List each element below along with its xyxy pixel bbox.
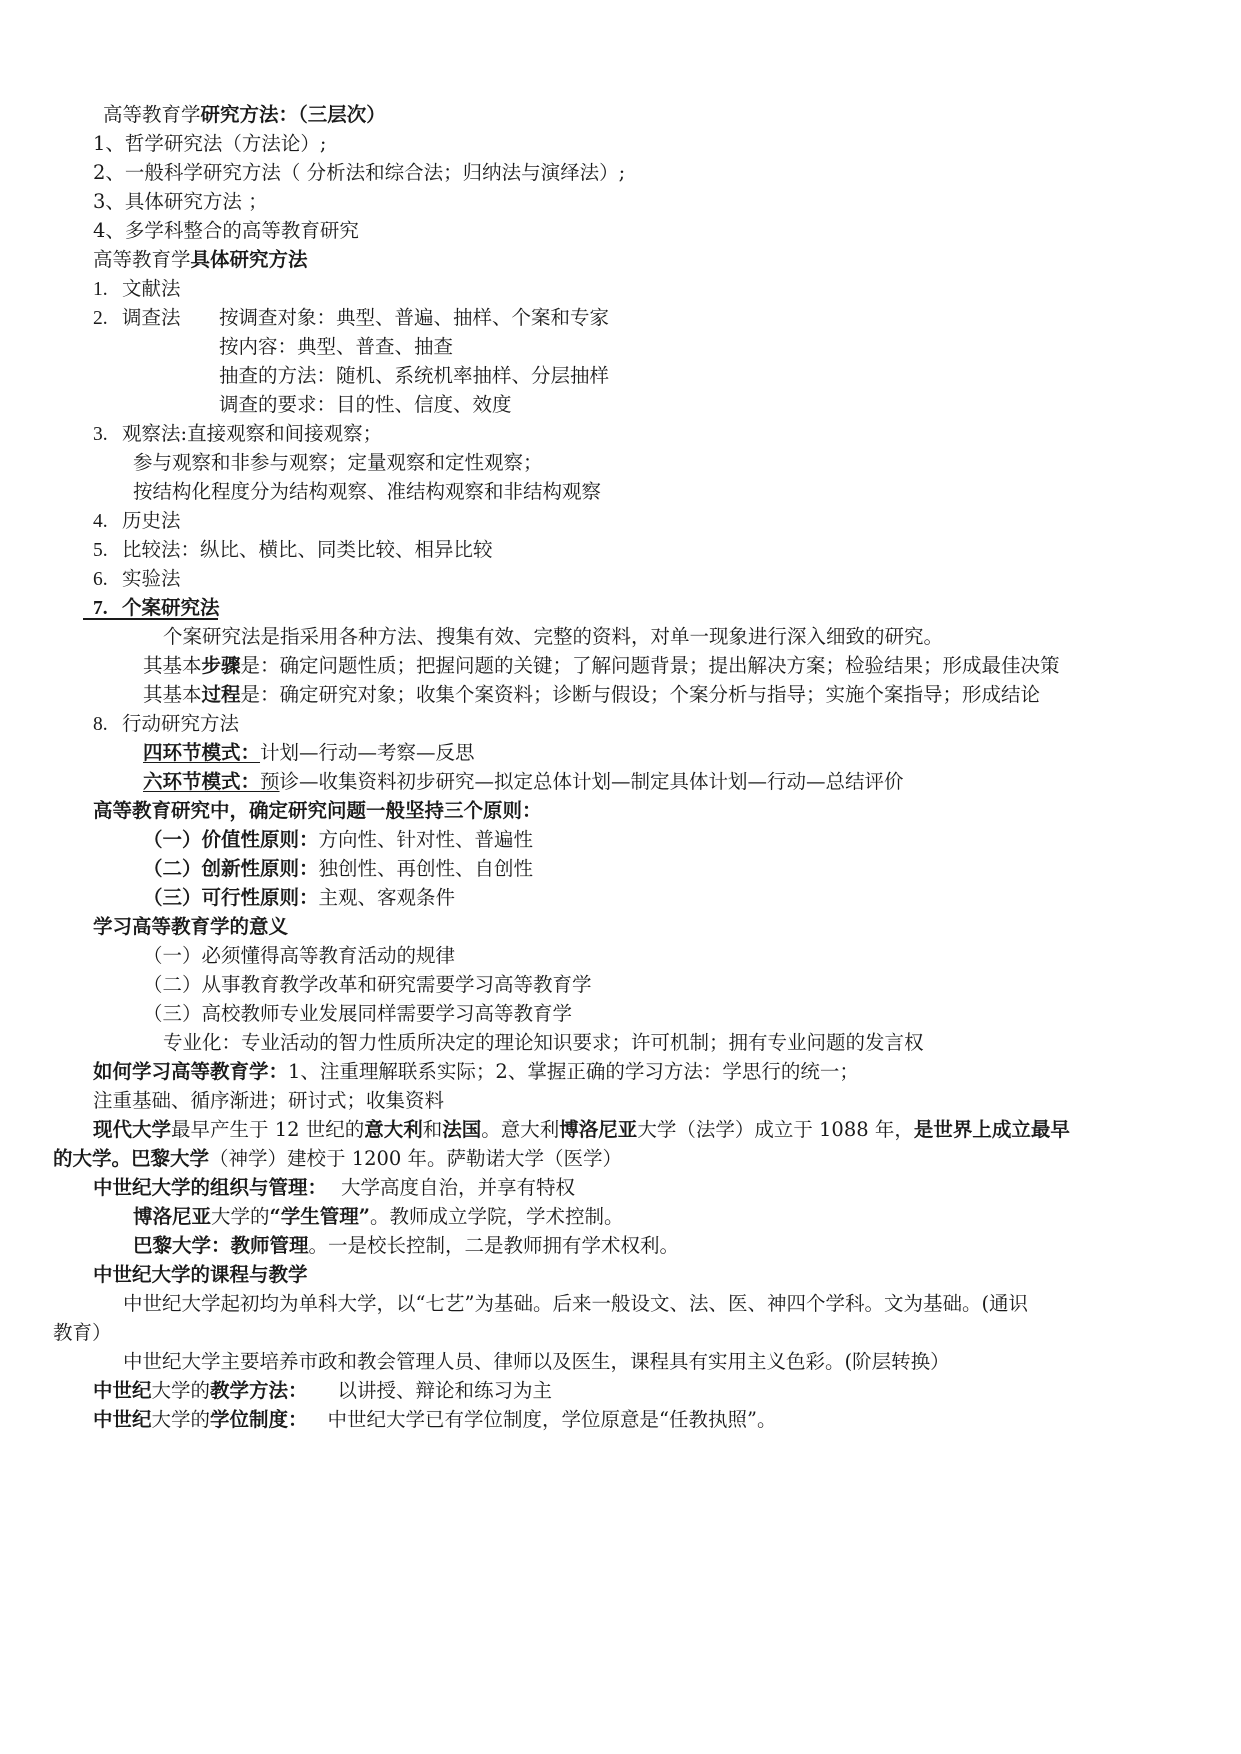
significance-item-3: （三）高校教师专业发展同样需要学习高等教育学 [143, 1002, 573, 1025]
survey-detail-content: 按内容：典型、普查、抽查 [219, 335, 454, 358]
bologna-management [133, 1205, 623, 1229]
medieval-degree-system [93, 1408, 777, 1432]
heading-prefix: 高等教育学 [93, 248, 191, 271]
heading-emphasis: 具体研究方法 [190, 248, 308, 271]
text-run: 以讲授、辩论和练习为主 [337, 1379, 553, 1402]
significance-item-2: （二）从事教育教学改革和研究需要学习高等教育学 [143, 973, 592, 996]
significance-item-1: （一）必须懂得高等教育活动的规律 [143, 944, 456, 967]
principle-feasibility [143, 886, 455, 910]
heading-three-principles: 高等教育研究中，确定研究问题一般坚持三个原则： [93, 799, 542, 822]
model-label: 六环节模式： [143, 770, 261, 793]
text-emphasis: 意大利 [364, 1118, 423, 1141]
heading-emphasis: 研究方法：（三层次） [200, 103, 386, 126]
text-emphasis: 博洛尼亚 [133, 1205, 212, 1228]
text-run: 大学的 [211, 1205, 270, 1228]
method-item-4: 4、多学科整合的高等教育研究 [93, 219, 359, 242]
text-run: 是：确定问题性质；把握问题的关键；了解问题背景；提出解决方案；检验结果；形成最佳决策 [240, 654, 1060, 677]
item-number: 7. [93, 598, 108, 619]
list-item-comparison [93, 538, 493, 563]
item-text: 实验法 [122, 567, 181, 590]
text-emphasis: 中世纪 [93, 1379, 152, 1402]
list-item-survey [93, 306, 610, 331]
principle-innovation [143, 857, 533, 881]
principle-label: （二）创新性原则： [143, 857, 319, 880]
item-text: 调查法 [122, 306, 181, 329]
text-emphasis: 中世纪 [93, 1408, 152, 1431]
item-number: 1. [93, 279, 108, 300]
text-emphasis: 是世界上成立最早 [913, 1118, 1070, 1141]
text-run: 大学的 [151, 1408, 211, 1431]
heading-medieval-curriculum: 中世纪大学的课程与教学 [93, 1263, 308, 1286]
item-text: 个案研究法 [122, 596, 220, 619]
how-to-study [93, 1060, 859, 1084]
observation-detail-2: 按结构化程度分为结构观察、准结构观察和非结构观察 [133, 480, 602, 503]
text-emphasis: 过程 [201, 683, 241, 706]
survey-detail-sampling: 抽查的方法：随机、系统机率抽样、分层抽样 [219, 364, 610, 387]
heading-prefix: 高等教育学 [103, 103, 201, 126]
item-number: 2. [93, 308, 108, 329]
item-text: 历史法 [122, 509, 181, 532]
medieval-teaching-methods [93, 1379, 552, 1403]
text-run: 其基本 [143, 654, 202, 677]
survey-detail-requirements: 调查的要求：目的性、信度、效度 [219, 393, 512, 416]
text-run: 是：确定研究对象；收集个案资料；诊断与假设；个案分析与指导；实施个案指导；形成结论 [240, 683, 1041, 706]
model-steps: 诊—收集资料初步研究—拟定总体计划—制定具体计划—行动—总结评价 [279, 770, 904, 793]
text-run: 大学（法学）成立于 1088 年， [637, 1118, 914, 1141]
text-emphasis: 巴黎大学：教师管理 [133, 1234, 309, 1257]
how-to-study-cont: 注重基础、循序渐进；研讨式；收集资料 [93, 1089, 445, 1112]
text-run: 大学的 [151, 1379, 211, 1402]
method-item-2: 2、一般科学研究方法（ 分析法和综合法；归纳法与演绎法）; [93, 161, 626, 184]
item-number: 4. [93, 511, 108, 532]
item-number: 6. [93, 569, 108, 590]
curriculum-para-1-cont: 教育） [53, 1321, 112, 1344]
principle-detail: 独创性、再创性、自创性 [318, 857, 534, 880]
text-emphasis: 博洛尼亚 [559, 1118, 638, 1141]
text-emphasis: 现代大学 [93, 1118, 172, 1141]
text-emphasis: 学位制度： [210, 1408, 308, 1431]
model-steps: 计划—行动—考察—反思 [260, 741, 475, 764]
text-run: 中世纪大学已有学位制度，学位原意是“任教执照”。 [327, 1408, 777, 1431]
modern-university-para-cont [53, 1147, 622, 1171]
case-study-definition: 个案研究法是指采用各种方法、搜集有效、完整的资料，对单一现象进行深入细致的研究。 [163, 625, 944, 648]
model-label: 四环节模式： [143, 741, 261, 764]
case-study-steps [143, 654, 1060, 678]
text-emphasis: 教学方法： [210, 1379, 308, 1402]
item-number: 3. [93, 424, 108, 445]
text-run: （神学）建校于 1200 年。萨勒诺大学（医学） [209, 1147, 623, 1170]
list-item-case-study [93, 596, 220, 621]
principle-label: （一）价值性原则： [143, 828, 319, 851]
text-run: 。一是校长控制，二是教师拥有学术权利。 [308, 1234, 680, 1257]
text-run: 其基本 [143, 683, 202, 706]
item-text: 文献法 [122, 277, 181, 300]
item-number: 5. [93, 540, 108, 561]
medieval-organization [93, 1176, 575, 1200]
observation-detail-1: 参与观察和非参与观察；定量观察和定性观察； [133, 451, 543, 474]
text-emphasis: “学生管理” [269, 1205, 370, 1228]
text-run: 1、注重理解联系实际；2、掌握正确的学习方法：学思行的统一； [288, 1060, 859, 1083]
professionalization-note: 专业化：专业活动的智力性质所决定的理论知识要求；许可机制；拥有专业问题的发言权 [163, 1031, 924, 1054]
modern-university-para [93, 1118, 1070, 1142]
heading-significance: 学习高等教育学的意义 [93, 915, 289, 938]
principle-value [143, 828, 533, 852]
item-text: 比较法：纵比、横比、同类比较、相异比较 [122, 538, 493, 561]
heading-research-methods [103, 103, 386, 127]
curriculum-para-1: 中世纪大学起初均为单科大学，以“七艺”为基础。后来一般设文、法、医、神四个学科。文为基础。(通识 [123, 1292, 1029, 1315]
curriculum-para-2: 中世纪大学主要培养市政和教会管理人员、律师以及医生，课程具有实用主义色彩。(阶层转换） [123, 1350, 950, 1373]
four-step-model [143, 741, 475, 765]
list-item-experiment [93, 567, 181, 592]
text-emphasis: 法国 [442, 1118, 482, 1141]
item-text: 行动研究方法 [122, 712, 240, 735]
case-study-process [143, 683, 1040, 707]
list-item-history [93, 509, 181, 534]
item-text: 观察法:直接观察和间接观察； [122, 422, 383, 445]
principle-detail: 方向性、针对性、普遍性 [318, 828, 534, 851]
text-run: 和 [422, 1118, 443, 1141]
text-emphasis: 步骤 [201, 654, 241, 677]
model-steps-first: 预 [260, 770, 280, 793]
item-number: 8. [93, 714, 108, 735]
text-emphasis: 中世纪大学的组织与管理： [93, 1176, 328, 1199]
text-run: 最早产生于 12 世纪的 [171, 1118, 365, 1141]
text-run: 。教师成立学院，学术控制。 [369, 1205, 624, 1228]
heading-specific-methods [93, 248, 308, 272]
principle-label: （三）可行性原则： [143, 886, 319, 909]
item-detail: 按调查对象：典型、普遍、抽样、个案和专家 [219, 306, 610, 329]
text-run: 。意大利 [481, 1118, 560, 1141]
method-item-1: 1、哲学研究法（方法论）; [93, 132, 327, 155]
six-step-model [143, 770, 904, 794]
list-item-action-research [93, 712, 240, 737]
paris-management [133, 1234, 679, 1258]
text-emphasis: 的大学。巴黎大学 [53, 1147, 210, 1170]
text-run: 大学高度自治，并享有特权 [341, 1176, 576, 1199]
list-item-observation [93, 422, 383, 447]
method-item-3: 3、具体研究方法 ； [93, 190, 268, 213]
text-emphasis: 如何学习高等教育学： [93, 1060, 289, 1083]
principle-detail: 主观、客观条件 [318, 886, 456, 909]
list-item-literature [93, 277, 181, 302]
